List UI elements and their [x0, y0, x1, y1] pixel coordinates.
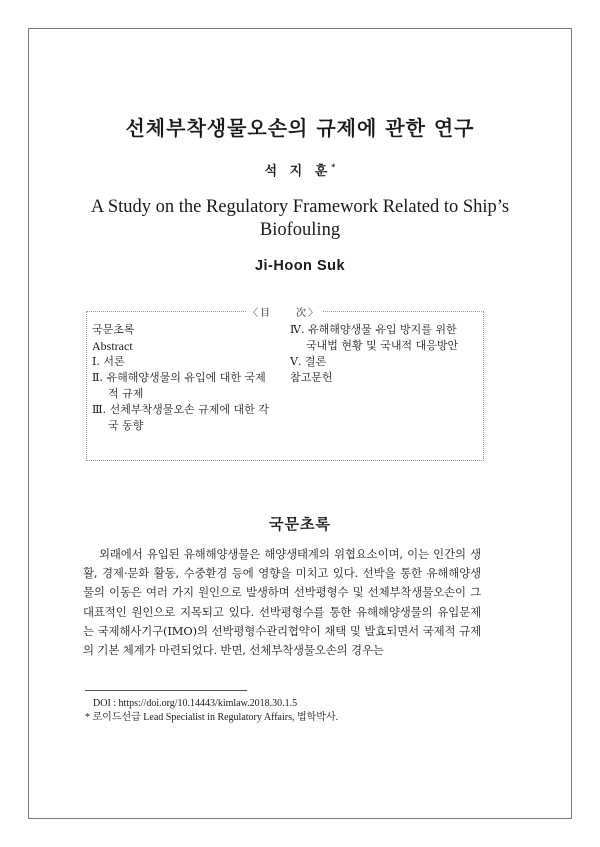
- toc-item: [92, 402, 284, 434]
- toc-item: [92, 322, 284, 338]
- toc-item: [92, 354, 284, 370]
- toc-item-label: Ⅱ. 유해해양생물의 유입에 대한 국제: [92, 371, 266, 384]
- toc-item-continuation: 국 동향: [108, 419, 144, 432]
- paper-title-korean: 선체부착생물오손의 규제에 관한 연구: [125, 116, 475, 140]
- toc-item: [290, 322, 482, 354]
- toc-item-label: 국문초록: [92, 323, 135, 336]
- toc-heading-text: 〈目 次〉: [248, 308, 320, 319]
- toc-item-label: Ⅳ. 유해해양생물 유입 방지를 위한: [290, 323, 457, 336]
- toc-item-continuation: 국내법 현황 및 국내적 대응방안: [306, 339, 459, 352]
- author-english: Ji-Hoon Suk: [254, 258, 346, 274]
- doi-footnote: DOI : https://doi.org/10.14443/kimlaw.2018.30.1.5: [93, 698, 298, 709]
- abstract-heading: 국문초록: [269, 515, 331, 533]
- paper-title-english-line1: A Study on the Regulatory Framework Related to Ship’s: [90, 197, 510, 217]
- author-korean-name: 석 지 훈: [264, 164, 332, 179]
- toc-item-label: Ⅰ. 서론: [92, 355, 125, 368]
- toc-item: [92, 370, 284, 402]
- author-footnote-marker: *: [331, 161, 336, 172]
- toc-item: [290, 354, 482, 370]
- toc-item-label: 참고문헌: [290, 371, 333, 384]
- toc-item-label: Ⅲ. 선체부착생물오손 규제에 대한 각: [92, 403, 269, 416]
- author-affiliation-footnote: * 로이드선급 Lead Specialist in Regulatory Affairs, 법학박사.: [85, 712, 339, 723]
- toc-right-column: [290, 322, 482, 386]
- toc-item: [290, 370, 482, 386]
- abstract-body: 외래에서 유입된 유해해양생물은 해양생태계의 위협요소이며, 이는 인간의 생활, 경제·문화 활동, 수중환경 등에 영향을 미치고 있다. 선박을 통한 유해해양생물의 이동은 여러 가지 원인으로 발생하며 선박평형수 및 선체부착생물오손이 그 대표적인 원인으로 지목되고 있다. 선박평형수를 통한 유해해양생물의 유입문제는 국제해사기구(IMO)의 선박평형수관리협약이 채택 및 발효되면서 국제적 규제의 기본 체계가 마련되었다. 반면, 선체부착생물오손의 경우는: [83, 547, 481, 658]
- paper-title-english: [80, 196, 520, 242]
- toc-item: [92, 338, 284, 354]
- author-korean: [0, 160, 600, 179]
- toc-item-label: Ⅴ. 결론: [290, 355, 327, 368]
- toc-heading: [0, 304, 568, 319]
- footnote-rule: [85, 690, 247, 691]
- toc-item-continuation: 적 규제: [108, 387, 144, 400]
- toc-item-label: Abstract: [92, 339, 133, 353]
- footnotes: [85, 697, 485, 725]
- toc-left-column: [92, 322, 284, 434]
- paper-title-english-line2: Biofouling: [259, 220, 341, 240]
